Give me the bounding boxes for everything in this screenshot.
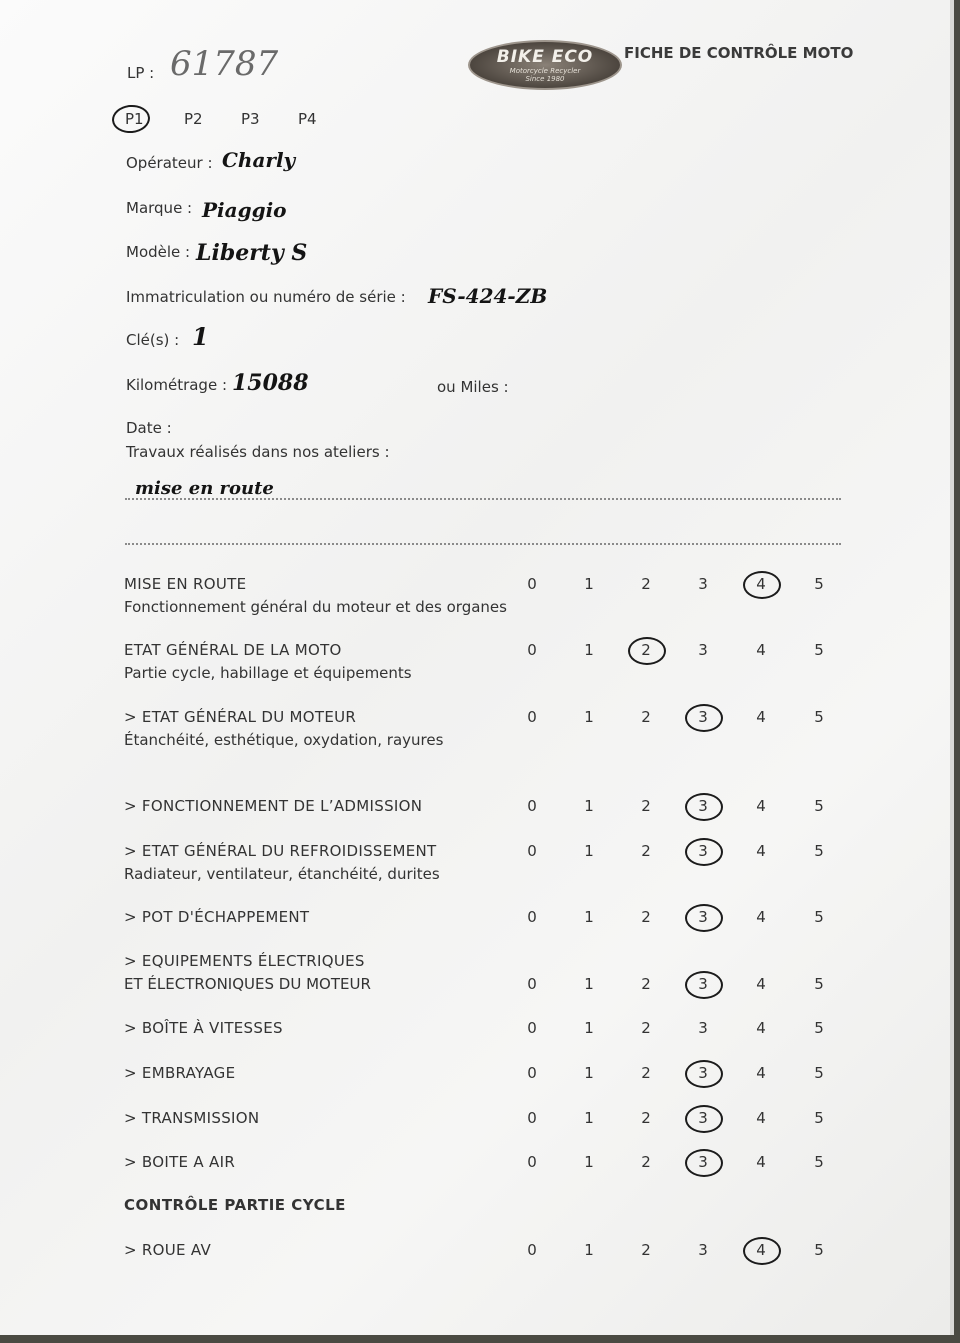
score-option-4[interactable]: 4 [756, 575, 766, 593]
row-title: > ETAT GÉNÉRAL DU REFROIDISSEMENT [124, 842, 437, 860]
dotted-line-2 [125, 543, 841, 545]
logo-text: BIKE ECO [496, 47, 594, 67]
score-option-3[interactable]: 3 [698, 1241, 708, 1259]
score-option-3[interactable]: 3 [698, 1109, 708, 1127]
score-option-2[interactable]: 2 [641, 1019, 651, 1037]
score-option-3[interactable]: 3 [698, 1153, 708, 1171]
marque-label: Marque : [126, 199, 193, 217]
score-option-0[interactable]: 0 [527, 975, 537, 993]
score-option-1[interactable]: 1 [584, 842, 594, 860]
score-option-4[interactable]: 4 [756, 1153, 766, 1171]
page-title: FICHE DE CONTRÔLE MOTO [624, 44, 854, 62]
selected-score-circle [685, 793, 723, 821]
score-option-3[interactable]: 3 [698, 708, 708, 726]
score-option-1[interactable]: 1 [584, 641, 594, 659]
lp-label: LP : [127, 64, 155, 82]
position-p1[interactable]: P1 [125, 110, 144, 128]
row-title: > BOITE A AIR [124, 1153, 236, 1171]
score-option-1[interactable]: 1 [584, 1019, 594, 1037]
selected-score-circle [685, 1060, 723, 1088]
score-option-5[interactable]: 5 [814, 1064, 824, 1082]
row-subtitle: Fonctionnement général du moteur et des organes [124, 598, 507, 616]
score-option-2[interactable]: 2 [641, 842, 651, 860]
score-option-1[interactable]: 1 [584, 575, 594, 593]
row-title: ETAT GÉNÉRAL DE LA MOTO [124, 641, 342, 659]
score-option-0[interactable]: 0 [527, 1109, 537, 1127]
score-option-1[interactable]: 1 [584, 1241, 594, 1259]
score-option-4[interactable]: 4 [756, 1241, 766, 1259]
travaux-label: Travaux réalisés dans nos ateliers : [126, 443, 390, 461]
lp-value: 61787 [170, 44, 279, 84]
row-subtitle: Étanchéité, esthétique, oxydation, rayures [124, 731, 444, 749]
row-title: > POT D'ÉCHAPPEMENT [124, 908, 310, 926]
position-p4[interactable]: P4 [298, 110, 317, 128]
selected-score-circle [685, 838, 723, 866]
score-option-0[interactable]: 0 [527, 575, 537, 593]
dotted-line-1 [125, 498, 841, 500]
operateur-label: Opérateur : [126, 154, 213, 172]
row-title: > ROUE AV [124, 1241, 212, 1259]
score-option-5[interactable]: 5 [814, 1241, 824, 1259]
score-option-0[interactable]: 0 [527, 1241, 537, 1259]
score-option-3[interactable]: 3 [698, 575, 708, 593]
score-option-0[interactable]: 0 [527, 842, 537, 860]
logo-subtitle-1: Motorcycle Recycler [509, 67, 581, 75]
position-p3[interactable]: P3 [241, 110, 260, 128]
score-option-3[interactable]: 3 [698, 641, 708, 659]
miles-label: ou Miles : [437, 378, 509, 396]
selected-score-circle [685, 1149, 723, 1177]
selected-score-circle [685, 704, 723, 732]
score-option-4[interactable]: 4 [756, 908, 766, 926]
row-title: > FONCTIONNEMENT DE L’ADMISSION [124, 797, 423, 815]
score-option-0[interactable]: 0 [527, 1019, 537, 1037]
score-option-3[interactable]: 3 [698, 975, 708, 993]
score-option-3[interactable]: 3 [698, 1064, 708, 1082]
score-option-5[interactable]: 5 [814, 842, 824, 860]
selected-score-circle [685, 971, 723, 999]
row-title: MISE EN ROUTE [124, 575, 247, 593]
score-option-1[interactable]: 1 [584, 797, 594, 815]
score-option-0[interactable]: 0 [527, 1064, 537, 1082]
score-option-5[interactable]: 5 [814, 575, 824, 593]
selected-score-circle [628, 637, 666, 665]
score-option-2[interactable]: 2 [641, 1064, 651, 1082]
section-cycle-title: CONTRÔLE PARTIE CYCLE [124, 1196, 346, 1214]
score-option-1[interactable]: 1 [584, 708, 594, 726]
date-label: Date : [126, 419, 172, 437]
score-option-4[interactable]: 4 [756, 1064, 766, 1082]
score-option-1[interactable]: 1 [584, 1064, 594, 1082]
row-subtitle: Partie cycle, habillage et équipements [124, 664, 412, 682]
score-option-1[interactable]: 1 [584, 908, 594, 926]
score-option-4[interactable]: 4 [756, 975, 766, 993]
score-option-0[interactable]: 0 [527, 1153, 537, 1171]
selected-score-circle [685, 904, 723, 932]
score-option-2[interactable]: 2 [641, 797, 651, 815]
selected-score-circle [685, 1105, 723, 1133]
score-option-0[interactable]: 0 [527, 641, 537, 659]
score-option-2[interactable]: 2 [641, 575, 651, 593]
score-option-5[interactable]: 5 [814, 1153, 824, 1171]
score-option-2[interactable]: 2 [641, 641, 651, 659]
score-option-5[interactable]: 5 [814, 641, 824, 659]
score-option-2[interactable]: 2 [641, 708, 651, 726]
row-title: > EQUIPEMENTS ÉLECTRIQUES [124, 952, 365, 970]
score-option-1[interactable]: 1 [584, 975, 594, 993]
score-option-1[interactable]: 1 [584, 1153, 594, 1171]
score-option-3[interactable]: 3 [698, 842, 708, 860]
travaux-value[interactable]: mise en route [135, 478, 274, 499]
score-option-5[interactable]: 5 [814, 708, 824, 726]
selected-position-circle [111, 103, 151, 134]
cles-label: Clé(s) : [126, 331, 180, 349]
row-title: > BOÎTE À VITESSES [124, 1019, 283, 1037]
score-option-0[interactable]: 0 [527, 908, 537, 926]
score-option-4[interactable]: 4 [756, 1019, 766, 1037]
score-option-2[interactable]: 2 [641, 975, 651, 993]
cles-value[interactable]: 1 [192, 322, 209, 351]
score-option-5[interactable]: 5 [814, 797, 824, 815]
operateur-value[interactable]: Charly [222, 148, 296, 172]
score-option-5[interactable]: 5 [814, 975, 824, 993]
marque-value[interactable]: Piaggio [202, 198, 287, 222]
row-title: > ETAT GÉNÉRAL DU MOTEUR [124, 708, 357, 726]
score-option-3[interactable]: 3 [698, 1019, 708, 1037]
row-subtitle: ET ÉLECTRONIQUES DU MOTEUR [124, 975, 371, 993]
score-option-4[interactable]: 4 [756, 842, 766, 860]
immatriculation-value[interactable]: FS-424-ZB [428, 284, 548, 308]
logo-subtitle-2: Since 1980 [525, 75, 565, 83]
kilometrage-value[interactable]: 15088 [232, 370, 309, 396]
score-option-1[interactable]: 1 [584, 1109, 594, 1127]
score-option-4[interactable]: 4 [756, 1109, 766, 1127]
modele-value[interactable]: Liberty S [196, 240, 308, 266]
position-p2[interactable]: P2 [184, 110, 203, 128]
score-option-2[interactable]: 2 [641, 1153, 651, 1171]
score-option-2[interactable]: 2 [641, 1241, 651, 1259]
row-title: > TRANSMISSION [124, 1109, 260, 1127]
score-option-4[interactable]: 4 [756, 708, 766, 726]
score-option-3[interactable]: 3 [698, 908, 708, 926]
row-title: > EMBRAYAGE [124, 1064, 236, 1082]
selected-score-circle [743, 571, 781, 599]
bike-eco-logo [468, 40, 622, 90]
score-option-0[interactable]: 0 [527, 797, 537, 815]
score-option-2[interactable]: 2 [641, 1109, 651, 1127]
score-option-3[interactable]: 3 [698, 797, 708, 815]
immatriculation-label: Immatriculation ou numéro de série : [126, 288, 406, 306]
row-subtitle: Radiateur, ventilateur, étanchéité, durites [124, 865, 440, 883]
modele-label: Modèle : [126, 243, 191, 261]
selected-score-circle [743, 1237, 781, 1265]
score-option-2[interactable]: 2 [641, 908, 651, 926]
score-option-4[interactable]: 4 [756, 797, 766, 815]
kilometrage-label: Kilométrage : [126, 376, 228, 394]
score-option-5[interactable]: 5 [814, 1019, 824, 1037]
score-option-5[interactable]: 5 [814, 908, 824, 926]
score-option-5[interactable]: 5 [814, 1109, 824, 1127]
score-option-4[interactable]: 4 [756, 641, 766, 659]
score-option-0[interactable]: 0 [527, 708, 537, 726]
